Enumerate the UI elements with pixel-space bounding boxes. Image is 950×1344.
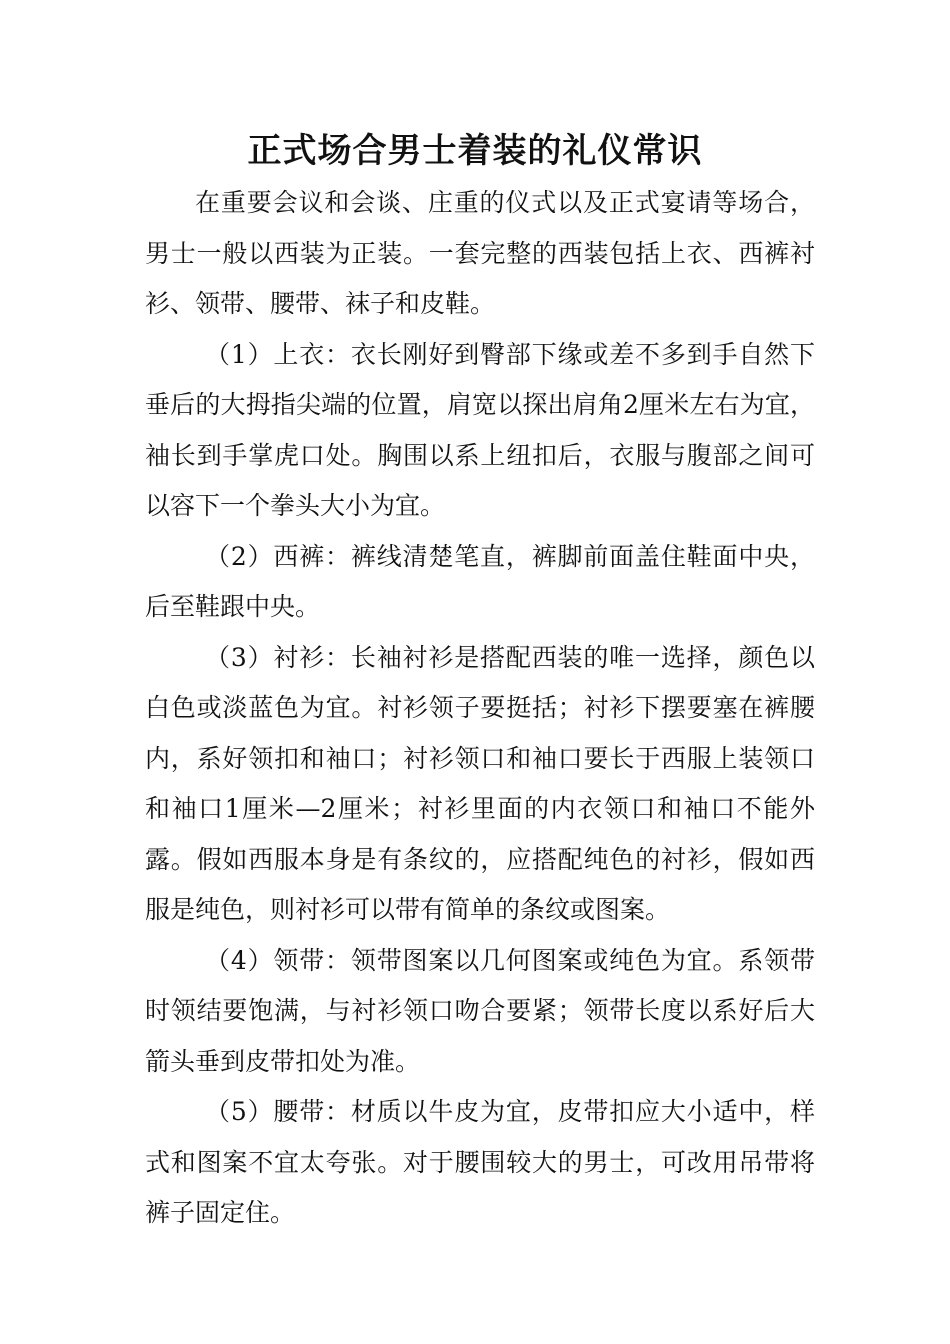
- document-body: [145, 178, 815, 1239]
- item-belt-paragraph: （5）腰带：材质以牛皮为宜，皮带扣应大小适中，样式和图案不宜太夸张。对于腰围较大的男士，可改用吊带将裤子固定住。: [145, 1097, 815, 1227]
- intro-paragraph: 在重要会议和会谈、庄重的仪式以及正式宴请等场合，男士一般以西装为正装。一套完整的西装包括上衣、西裤衬衫、领带、腰带、袜子和皮鞋。: [145, 188, 815, 318]
- item-jacket-paragraph: （1）上衣：衣长刚好到臀部下缘或差不多到手自然下垂后的大拇指尖端的位置，肩宽以探出肩角2厘米左右为宜，袖长到手掌虎口处。胸围以系上纽扣后，衣服与腹部之间可以容下一个拳头大小为宜。: [145, 339, 815, 520]
- document-title: 正式场合男士着装的礼仪常识: [247, 131, 703, 171]
- item-tie-paragraph: （4）领带：领带图案以几何图案或纯色为宜。系领带时领结要饱满，与衬衫领口吻合要紧；领带长度以系好后大箭头垂到皮带扣处为准。: [145, 945, 815, 1076]
- item-shirt-paragraph: （3）衬衫：长袖衬衫是搭配西装的唯一选择，颜色以白色或淡蓝色为宜。衬衫领子要挺括；衬衫下摆要塞在裤腰内，系好领扣和袖口；衬衫领口和袖口要长于西服上装领口和袖口1厘米—2厘米；衬衫里面的内衣领口和袖口不能外露。假如西服本身是有条纹的，应搭配纯色的衬衫，假如西服是纯色，则衬衫可以带有简单的条纹或图案。: [145, 642, 815, 924]
- item-trousers-paragraph: （2）西裤：裤线清楚笔直，裤脚前面盖住鞋面中央，后至鞋跟中央。: [145, 541, 815, 621]
